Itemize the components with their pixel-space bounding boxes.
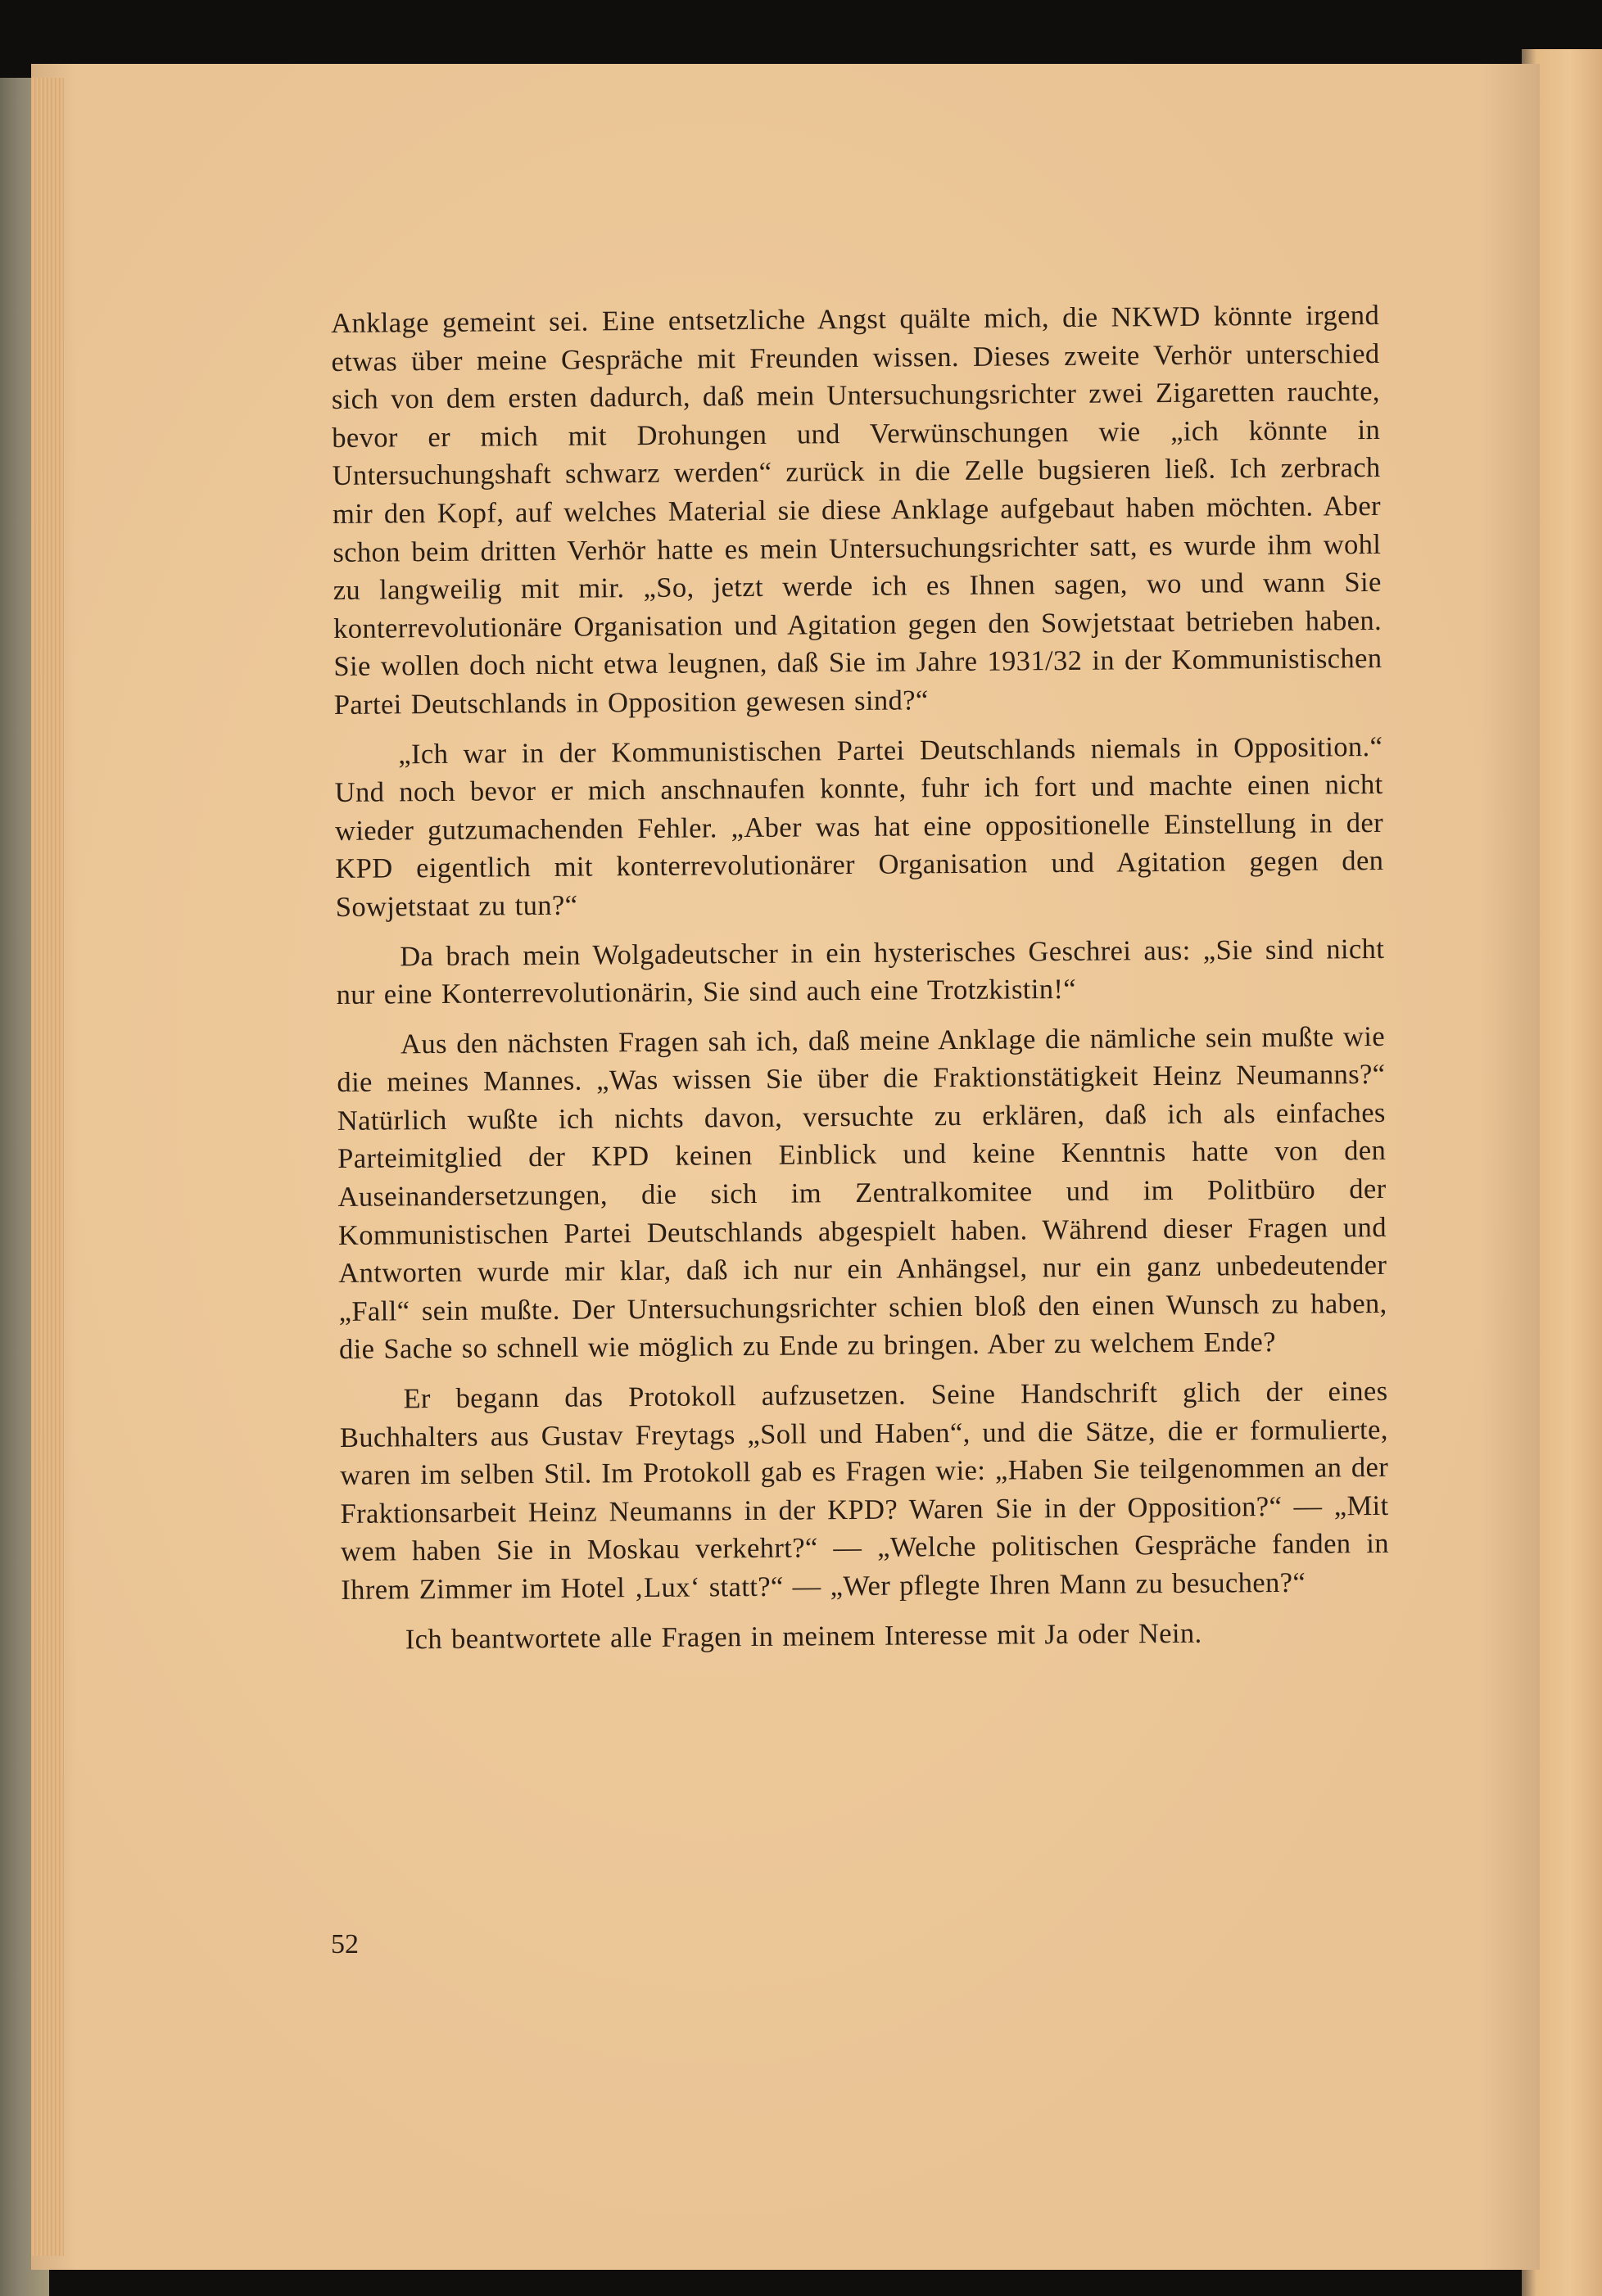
paragraph-5: Er begann das Protokoll aufzusetzen. Seine Handschrift glich der eines Buchhalters aus Gustav Freytags „Soll und Haben“, und die Sätze, die er formulierte, waren im selben Stil. Im Protokoll gab es Fragen wie: „Haben Sie teilgenommen an der Fraktionsarbeit Heinz Neumanns in der KPD? Waren Sie in der Opposition?“ — „Mit wem haben Sie in Moskau verkehrt?“ — „Welche politischen Gespräche fanden in Ihrem Zimmer im Hotel ‚Lux‘ statt?“ — „Wer pflegte Ihren Mann zu besuchen?“ <box>339 1375 1390 1606</box>
paragraph-4: Aus den nächsten Fragen sah ich, daß meine Anklage die nämliche sein mußte wie die meines Mannes. „Was wissen Sie über die Fraktionstätigkeit Heinz Neumanns?“ Natürlich wußte ich nichts davon, versuchte zu erklären, daß ich als einfaches Parteimitglied der KPD keinen Einblick und keine Kenntnis hatte von den Auseinandersetzungen, die sich im Zentralkomitee und im Politbüro der Kommunistischen Partei Deutschlands abgespielt haben. Während dieser Fragen und Antworten wurde mir klar, daß ich nur ein Anhängsel, nur ein ganz unbedeutender „Fall“ sein mußte. Der Untersuchungsrichter schien bloß den einen Wunsch zu haben, die Sache so schnell wie möglich zu Ende zu bringen. Aber zu welchem Ende? <box>337 1020 1387 1366</box>
paragraph-1: Anklage gemeint sei. Eine entsetzliche Angst quälte mich, die NKWD könnte irgend etwas über meine Gespräche mit Freunden wissen. Dieses zweite Verhör unterschied sich von dem ersten dadurch, daß mein Untersuchungsrichter zwei Zigaretten rauchte, bevor er mich mit Drohungen und Verwünschungen wie „ich könnte in Untersuchungshaft schwarz werden“ zurück in die Zelle bugsieren ließ. Ich zerbrach mir den Kopf, auf welches Material sie diese Anklage aufgebaut haben möchten. Aber schon beim dritten Verhör hatte es mein Untersuchungsrichter satt, es wurde ihm wohl zu langweilig mit mir. „So, jetzt werde ich es Ihnen sagen, wo und wann Sie konterrevolutionäre Organisation und Agitation gegen den Sowjetstaat betrieben haben. Sie wollen doch nicht etwa leugnen, daß Sie im Jahre 1931/32 in der Kommunistischen Partei Deutschlands in Opposition gewesen sind?“ <box>331 299 1383 721</box>
paragraph-6: Ich beantwortete alle Fragen in meinem Interesse mit Ja oder Nein. <box>405 1617 1202 1655</box>
page-number: 52 <box>331 1929 359 1959</box>
page-stack-edge <box>31 78 64 2256</box>
paragraph-2: „Ich war in der Kommunistischen Partei Deutschlands niemals in Opposition.“ Und noch bevor er mich anschnaufen konnte, fuhr ich fort und machte einen nicht wieder gutzumachenden Fehler. „Aber was hat eine oppositionelle Einstellung in der KPD eigentlich mit konterrevolutionärer Organisation und Agitation gegen den Sowjetstaat zu tun?“ <box>334 730 1384 923</box>
paragraph-3: Da brach mein Wolgadeutscher in ein hysterisches Geschrei aus: „Sie sind nicht nur eine Konterrevolutionärin, Sie sind auch eine Trotzkistin!“ <box>336 933 1385 1011</box>
body-text <box>331 296 1390 1670</box>
